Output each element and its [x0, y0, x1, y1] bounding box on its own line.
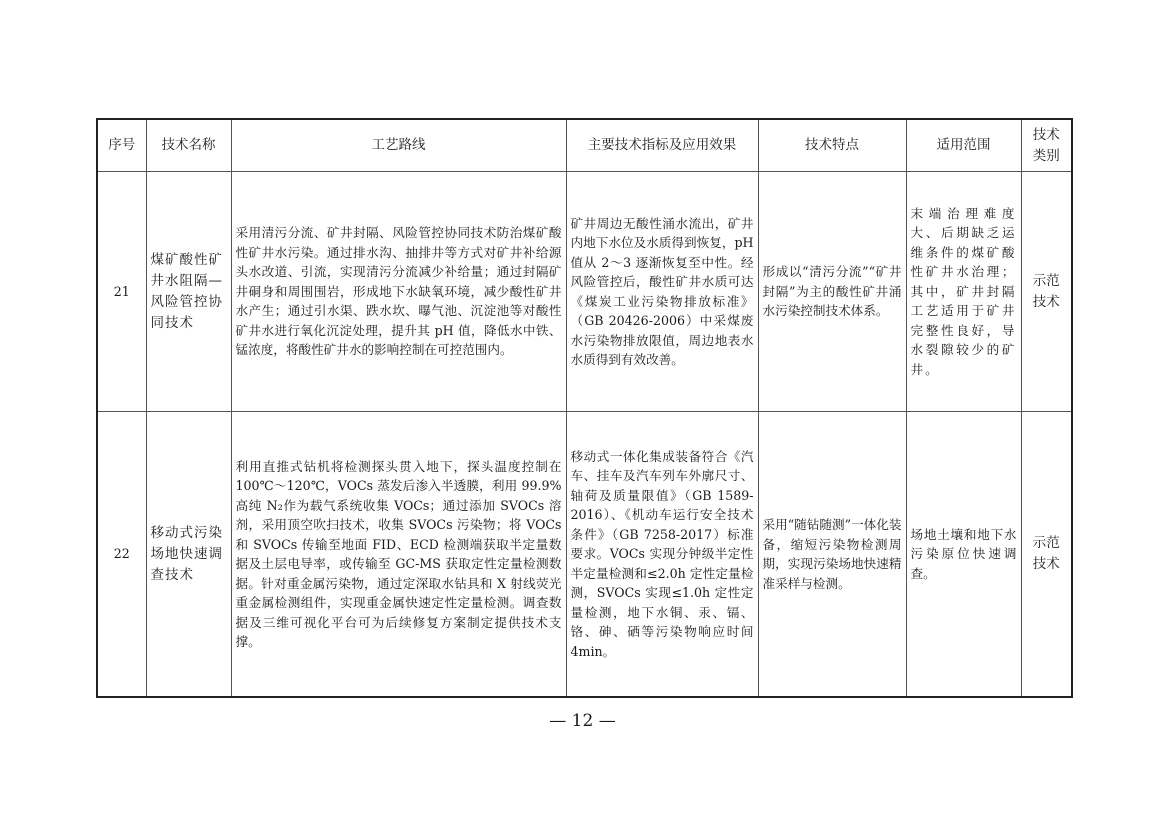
header-type: 技术类别: [1021, 119, 1072, 172]
technology-name: 移动式污染场地快速调查技术: [146, 412, 231, 698]
row-number: 21: [97, 172, 146, 412]
technology-type: 示范技术: [1021, 172, 1072, 412]
header-features: 技术特点: [758, 119, 906, 172]
table-row: [97, 412, 1072, 698]
indicators-effects: 矿井周边无酸性涌水流出，矿井内地下水位及水质得到恢复，pH 值从 2～3 逐渐恢复至中性。经风险管控后，酸性矿井水质可达《煤炭工业污染物排放标准》（GB 20426-2006）中采煤废水污染物排放限值，周边地表水水质得到有效改善。: [566, 172, 758, 412]
header-scope: 适用范围: [906, 119, 1021, 172]
header-name: 技术名称: [146, 119, 231, 172]
header-indicators: 主要技术指标及应用效果: [566, 119, 758, 172]
technology-type: 示范技术: [1021, 412, 1072, 698]
application-scope: 场地土壤和地下水污染原位快速调查。: [906, 412, 1021, 698]
row-number: 22: [97, 412, 146, 698]
table-header-row: [97, 119, 1072, 172]
process-route: 利用直推式钻机将检测探头贯入地下，探头温度控制在 100℃～120℃，VOCs 蒸发后渗入半透膜，利用 99.9%高纯 N₂作为载气系统收集 VOCs；通过添加 SVOCs 溶剂，采用顶空吹扫技术，收集 SVOCs 污染物；将 VOCs 和 SVOCs 传输至地面 FID、ECD 检测端获取半定量数据及土层电导率，或传输至 GC-MS 获取定性定量检测数据。针对重金属污染物，通过定深取水钻具和 X 射线荧光重金属检测组件，实现重金属快速定性定量检测。调查数据及三维可视化平台可为后续修复方案制定提供技术支撑。: [231, 412, 566, 698]
technology-name: 煤矿酸性矿井水阻隔—风险管控协同技术: [146, 172, 231, 412]
indicators-effects: 移动式一体化集成装备符合《汽车、挂车及汽车列车外廓尺寸、轴荷及质量限值》（GB 1589-2016）、《机动车运行安全技术条件》（GB 7258-2017）标准要求。VOCs 实现分钟级半定性半定量检测和≤2.0h 定性定量检测，SVOCs 实现≤1.0h 定性定量检测，地下水铜、汞、镉、铬、砷、硒等污染物响应时间 4min。: [566, 412, 758, 698]
header-process: 工艺路线: [231, 119, 566, 172]
application-scope: 末端治理难度大、后期缺乏运维条件的煤矿酸性矿井水治理；其中，矿井封隔工艺适用于矿井完整性良好，导水裂隙较少的矿井。: [906, 172, 1021, 412]
technical-features: 采用“随钻随测”一体化装备，缩短污染物检测周期，实现污染场地快速精准采样与检测。: [758, 412, 906, 698]
page-number: — 12 —: [549, 711, 616, 731]
table-row: [97, 172, 1072, 412]
technical-features: 形成以“清污分流”“矿井封隔”为主的酸性矿井涌水污染控制技术体系。: [758, 172, 906, 412]
process-route: 采用清污分流、矿井封隔、风险管控协同技术防治煤矿酸性矿井水污染。通过排水沟、抽排井等方式对矿井补给源头水改道、引流，实现清污分流减少补给量；通过封隔矿井硐身和周围围岩，形成地下水缺氧环境，减少酸性矿井水产生；通过引水渠、跌水坎、曝气池、沉淀池等对酸性矿井水进行氧化沉淀处理，提升其 pH 值，降低水中铁、锰浓度，将酸性矿井水的影响控制在可控范围内。: [231, 172, 566, 412]
header-no: 序号: [97, 119, 146, 172]
technology-table: [96, 118, 1073, 698]
